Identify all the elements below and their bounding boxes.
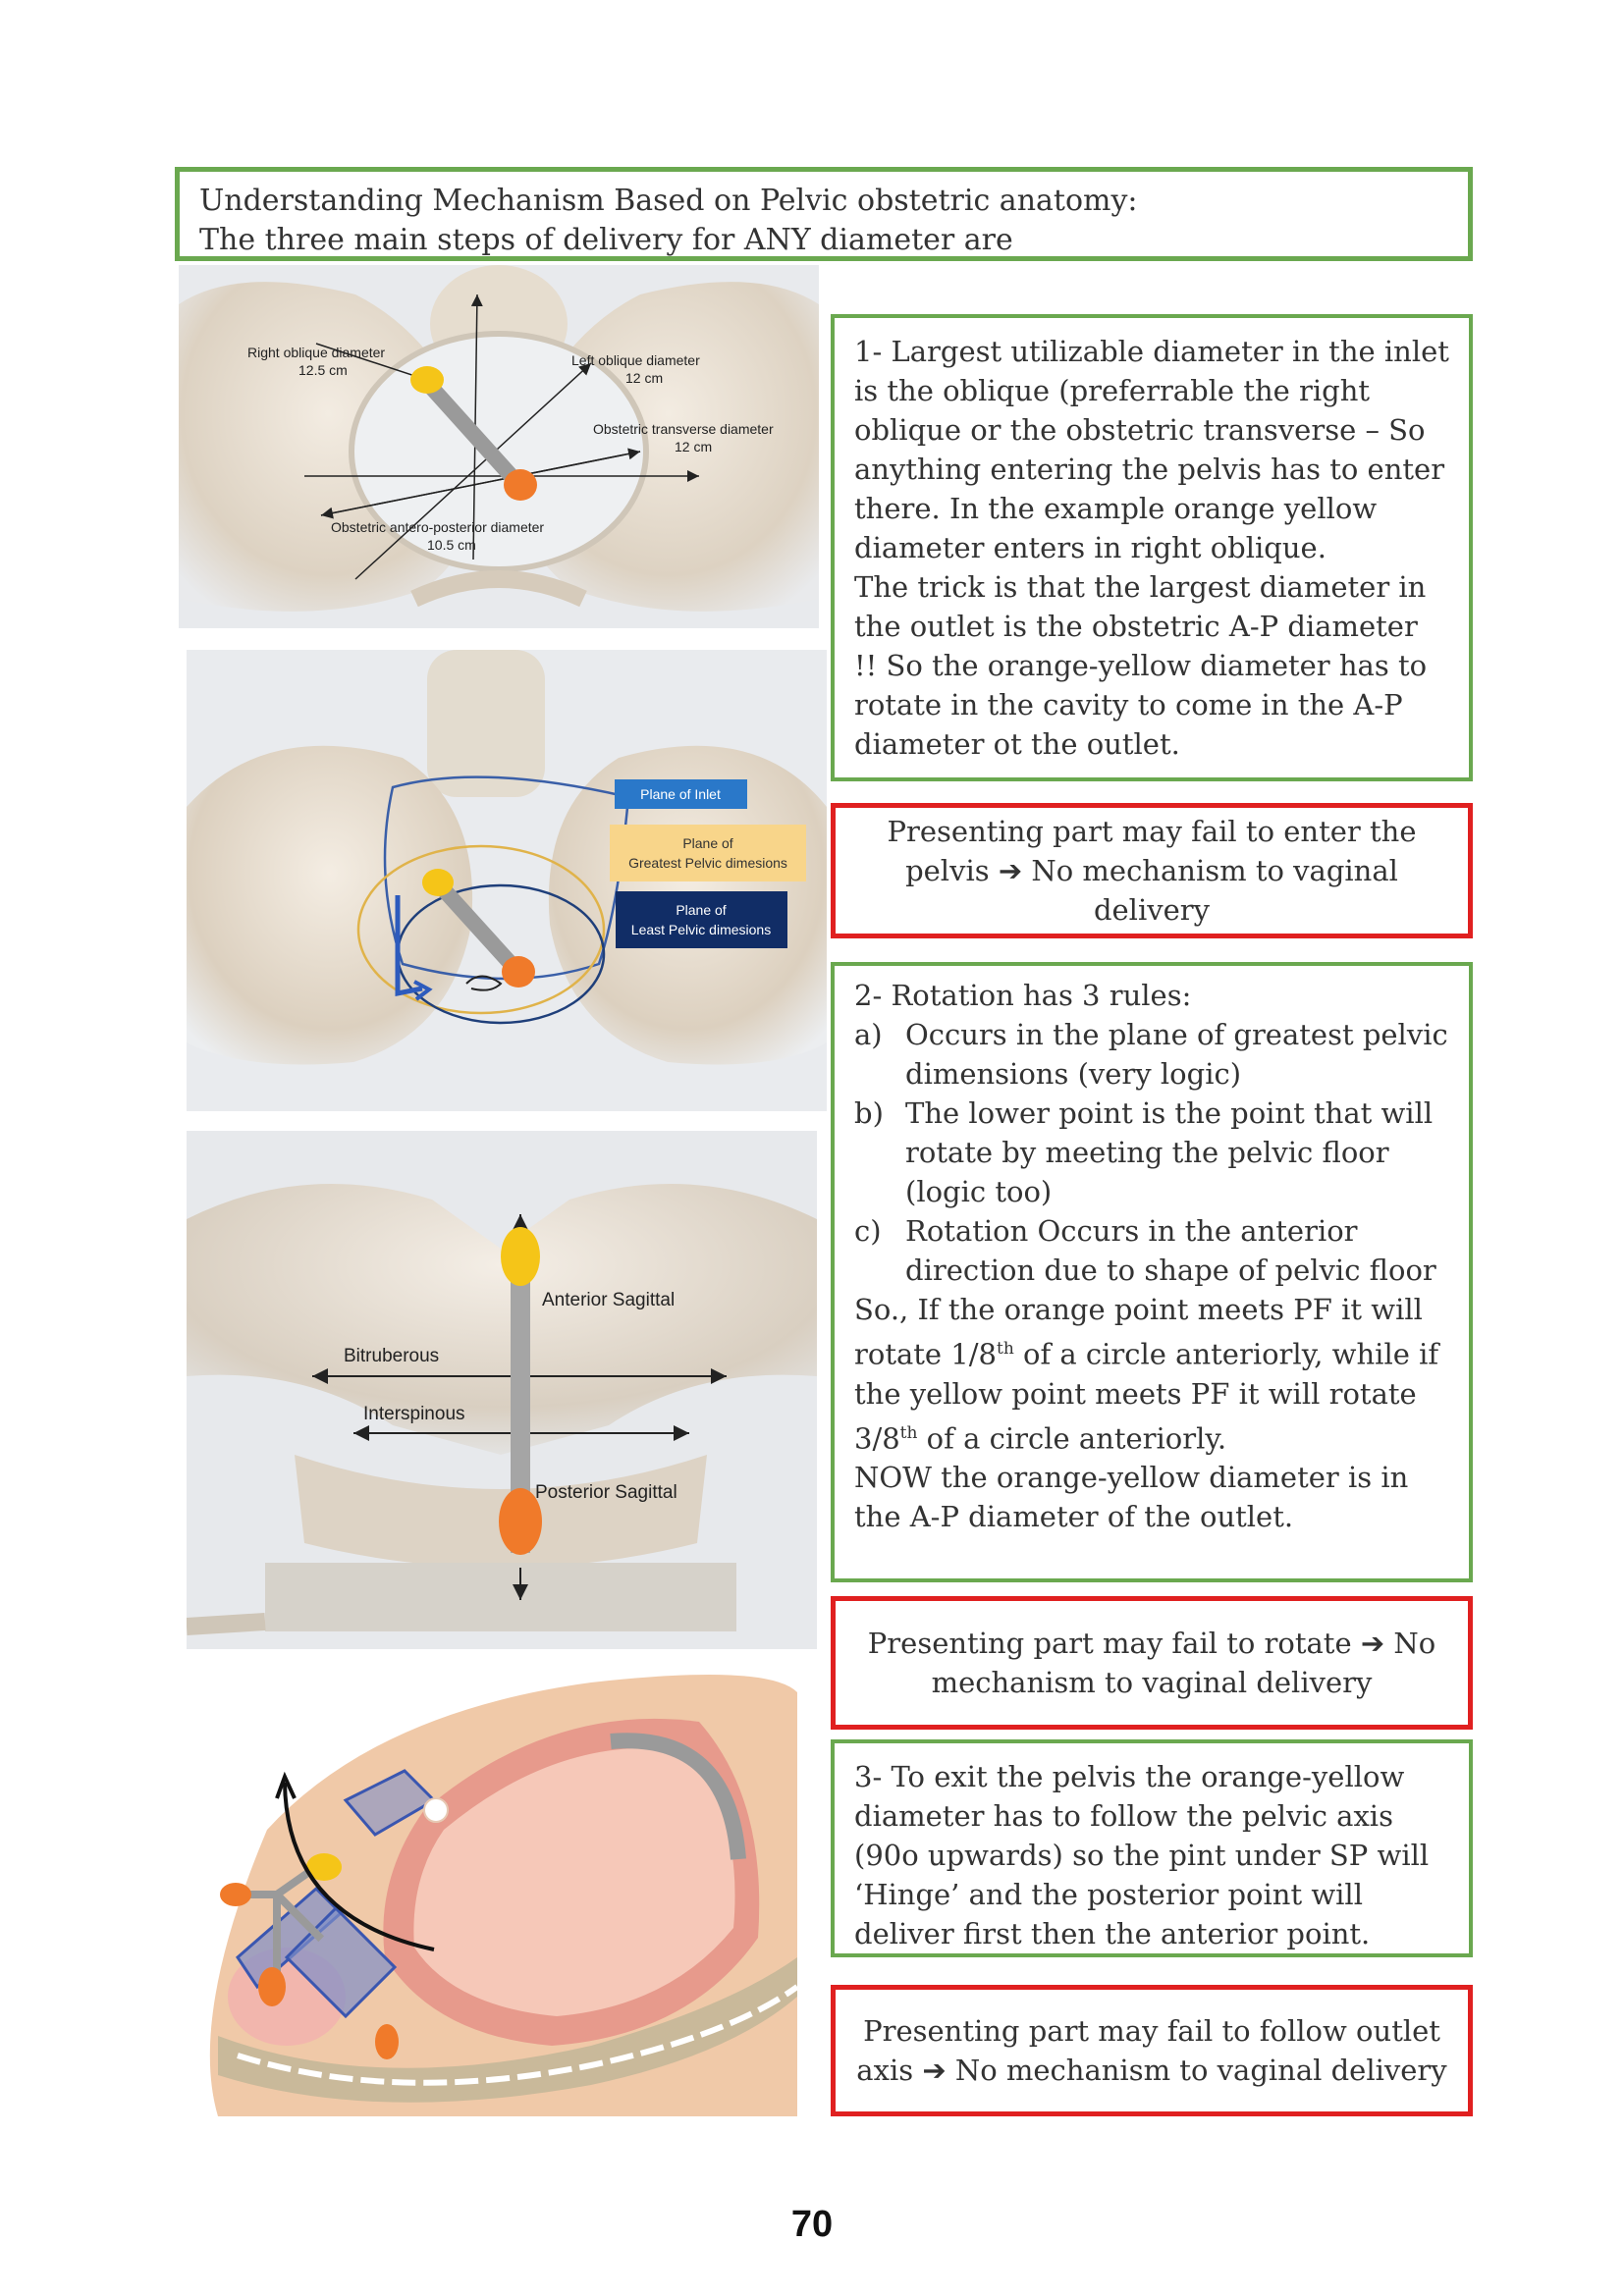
- step3-paragraph: 3- To exit the pelvis the orange-yellow diameter has to follow the pelvic axis (90o upwards) so the pint under SP will ‘Hinge’ and the posterior point will deliver first then the anterior point.: [854, 1760, 1430, 1950]
- warning-1-text: Presenting part may fail to enter the pelvis ➔ No mechanism to vaginal delivery: [887, 815, 1417, 927]
- header-box: [175, 167, 1473, 261]
- label-anterior-sagittal: Anterior Sagittal: [542, 1290, 676, 1310]
- orange-point-2: [258, 1967, 286, 2006]
- legend-greatest: [610, 825, 806, 881]
- step3-box: [831, 1739, 1473, 1957]
- label-posterior-sagittal: Posterior Sagittal: [535, 1482, 677, 1503]
- warning-3-text: Presenting part may fail to follow outlet axis ➔ No mechanism to vaginal delivery: [856, 2014, 1447, 2087]
- legend-least-text-1: Plane of: [676, 902, 727, 918]
- figure-pelvic-planes: [187, 650, 827, 1111]
- warning-box-1: [831, 803, 1473, 938]
- step2-box: [831, 962, 1473, 1582]
- list-item: a) Occurs in the plane of greatest pelvic dimensions (very logic): [854, 1018, 1448, 1091]
- legend-greatest-text-1: Plane of: [682, 835, 733, 851]
- figure-inlet-diameters: [179, 265, 819, 628]
- list-item: b) The lower point is the point that will rotate by meeting the pelvic floor (logic too): [854, 1096, 1434, 1208]
- legend-least-text-2: Least Pelvic dimesions: [630, 922, 772, 937]
- yellow-point: [501, 1227, 540, 1286]
- label-ap-val: 10.5 cm: [427, 537, 476, 553]
- orange-point: [504, 469, 537, 501]
- step2-now-paragraph: NOW the orange-yellow diameter is in the A-P diameter of the outlet.: [854, 1461, 1409, 1534]
- label-left-oblique-val: 12 cm: [625, 370, 664, 386]
- label-right-oblique: Right oblique diameter: [247, 345, 386, 360]
- label-transverse-val: 12 cm: [675, 439, 713, 454]
- header-line-2: The three main steps of delivery for ANY diameter are: [199, 223, 1013, 257]
- figure-pelvic-outlet: [187, 1131, 817, 1649]
- step2-so-paragraph: So., If the orange point meets PF it will rotate 1/8th of a circle anteriorly, while if the yellow point meets PF it will rotate 3/8th of a circle anteriorly.: [854, 1293, 1439, 1456]
- yellow-point: [422, 869, 454, 896]
- orange-point: [502, 956, 535, 988]
- step1-paragraph-1: 1- Largest utilizable diameter in the inlet is the oblique (preferrable the right oblique or the obstetric transverse – So anything entering the pelvis has to enter there. In the example orange yellow diameter enters in right oblique.: [854, 335, 1449, 564]
- orange-point-3: [375, 2024, 399, 2059]
- warning-box-3: [831, 1985, 1473, 2116]
- orange-point-1: [220, 1883, 251, 1906]
- label-interspinous: Interspinous: [363, 1404, 465, 1424]
- list-item: c) Rotation Occurs in the anterior direction due to shape of pelvic floor: [854, 1214, 1436, 1287]
- label-left-oblique: Left oblique diameter: [571, 352, 700, 368]
- warning-box-2: [831, 1596, 1473, 1730]
- page-number: 70: [790, 2204, 834, 2245]
- warning-2-text: Presenting part may fail to rotate ➔ No mechanism to vaginal delivery: [867, 1627, 1436, 1699]
- header-line-1: Understanding Mechanism Based on Pelvic obstetric anatomy:: [199, 184, 1138, 218]
- step2-rules-list: [854, 1015, 1449, 1290]
- legend-greatest-text-2: Greatest Pelvic dimesions: [628, 855, 787, 871]
- step1-paragraph-2: The trick is that the largest diameter in the outlet is the obstetric A-P diameter !! So the orange-yellow diameter has to rotate in the cavity to come in the A-P diameter ot the outlet.: [854, 570, 1428, 761]
- yellow-point: [410, 366, 444, 394]
- label-right-oblique-val: 12.5 cm: [298, 362, 348, 378]
- spine: [427, 650, 545, 797]
- label-ap: Obstetric antero-posterior diameter: [331, 519, 545, 535]
- legend-least: [616, 891, 787, 948]
- legend-inlet-text: Plane of Inlet: [640, 786, 721, 802]
- label-transverse: Obstetric transverse diameter: [593, 421, 774, 437]
- step1-box: [831, 314, 1473, 781]
- ribs-lower: [265, 1563, 736, 1631]
- label-bitruberous: Bitruberous: [344, 1346, 440, 1366]
- figure-birth-canal: [179, 1663, 797, 2116]
- step2-title: 2- Rotation has 3 rules:: [854, 979, 1192, 1012]
